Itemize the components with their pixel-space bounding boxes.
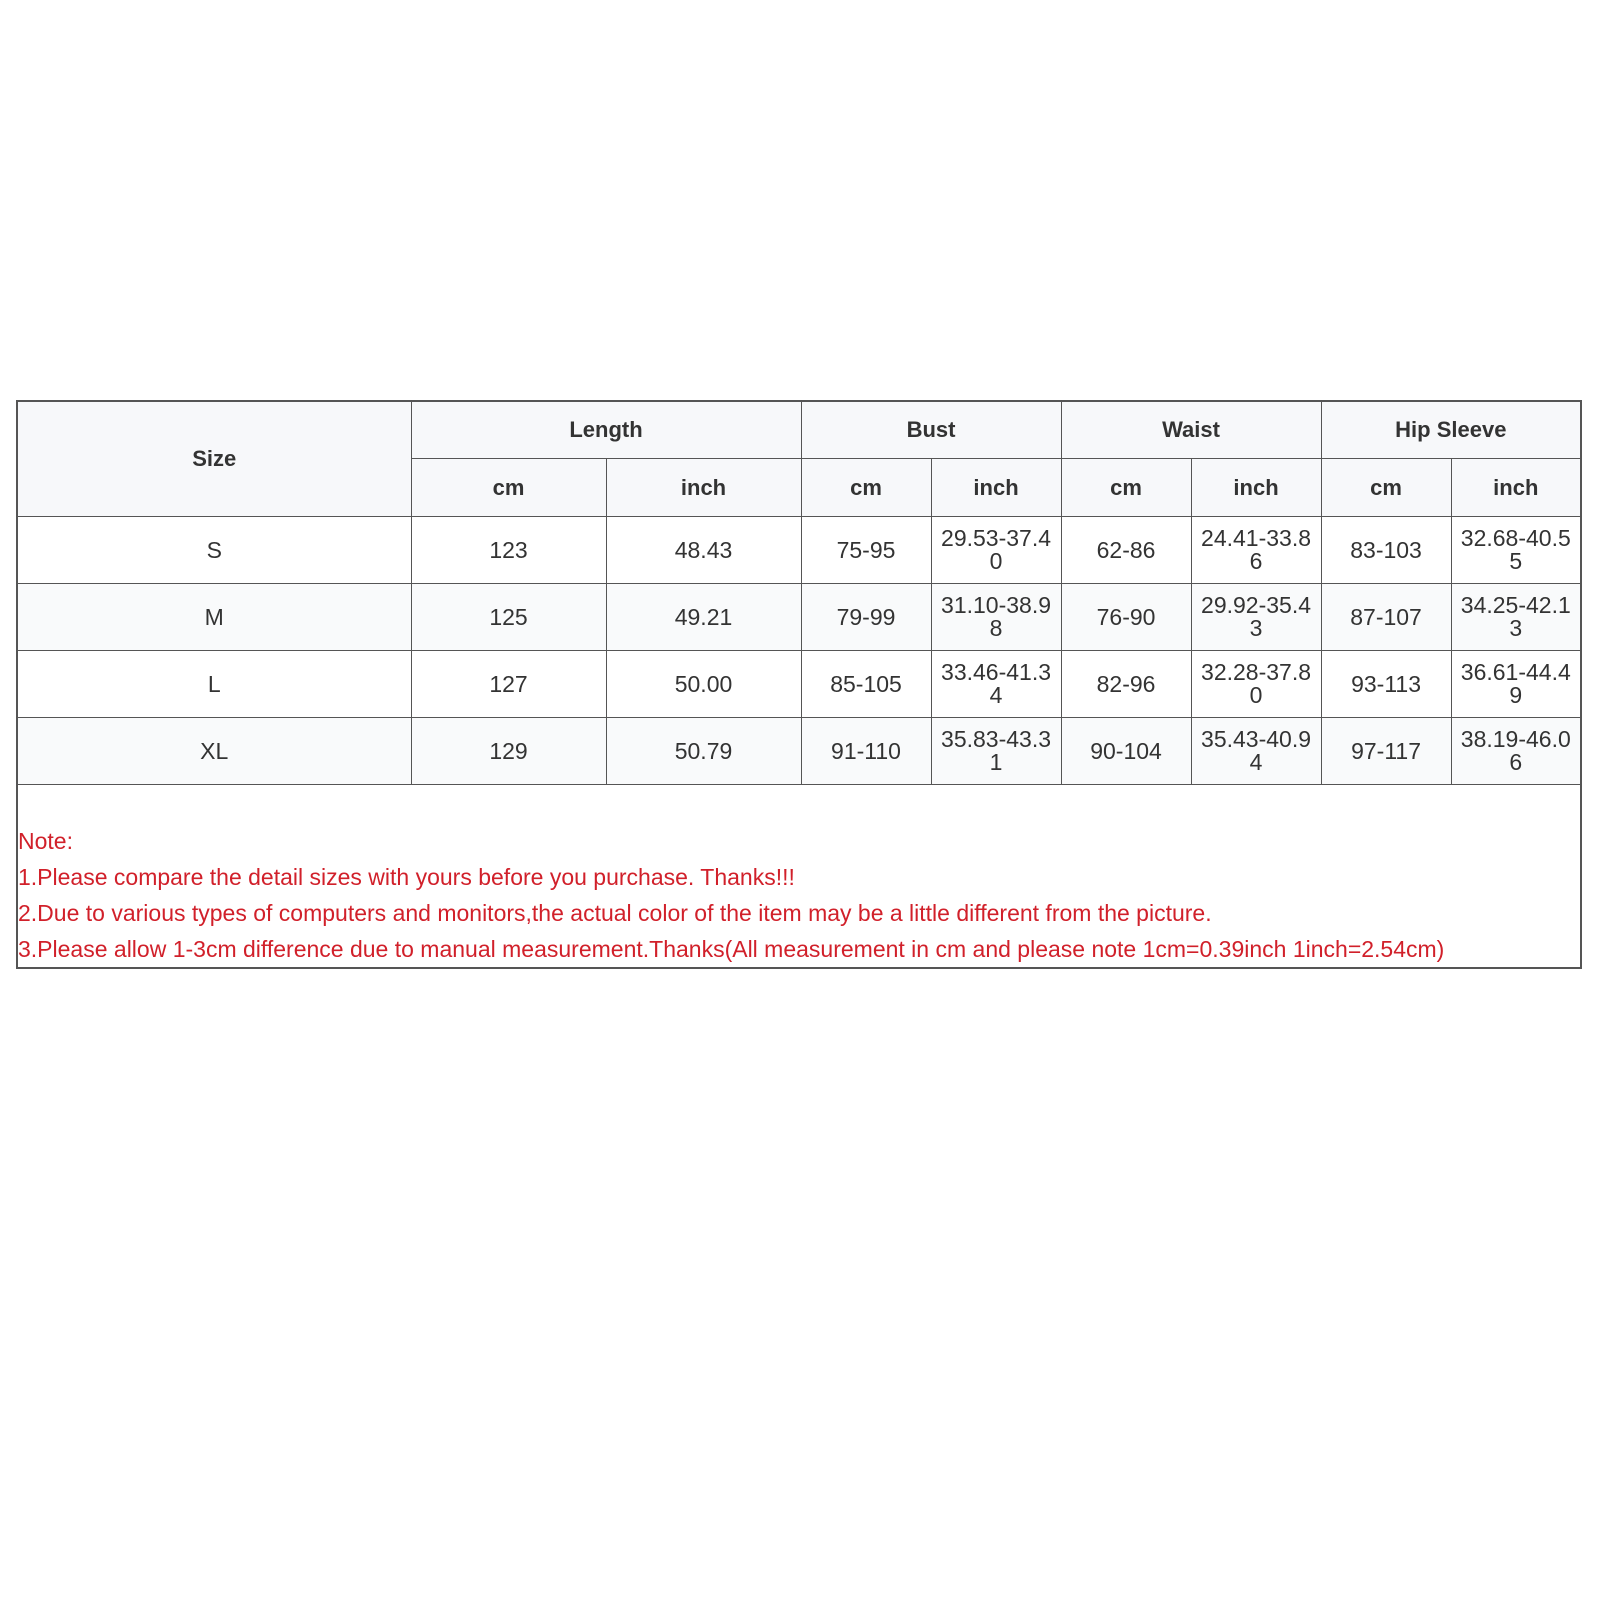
- table-cell: 29.92-35.43: [1191, 584, 1321, 651]
- unit-header: cm: [411, 459, 606, 517]
- table-cell: 34.25-42.13: [1451, 584, 1580, 651]
- table-cell: 38.19-46.06: [1451, 718, 1580, 785]
- size-header: Size: [18, 402, 411, 517]
- table-cell: 85-105: [801, 651, 931, 718]
- table-cell: 87-107: [1321, 584, 1451, 651]
- size-table: [18, 402, 1580, 785]
- table-cell: 91-110: [801, 718, 931, 785]
- unit-header: inch: [931, 459, 1061, 517]
- table-cell: 32.28-37.80: [1191, 651, 1321, 718]
- table-cell: 123: [411, 517, 606, 584]
- table-cell: 49.21: [606, 584, 801, 651]
- table-cell: 36.61-44.49: [1451, 651, 1580, 718]
- table-cell: 33.46-41.34: [931, 651, 1061, 718]
- unit-header: cm: [1321, 459, 1451, 517]
- table-cell: 83-103: [1321, 517, 1451, 584]
- note-line-1: 1.Please compare the detail sizes with yours before you purchase. Thanks!!!: [18, 864, 795, 890]
- note-line-3: 3.Please allow 1-3cm difference due to manual measurement.Thanks(All measurement in cm and please note 1cm=0.39inch 1inch=2.54cm): [18, 936, 1445, 962]
- table-cell: 129: [411, 718, 606, 785]
- table-cell: 35.43-40.94: [1191, 718, 1321, 785]
- table-cell: 125: [411, 584, 606, 651]
- size-cell: M: [18, 584, 411, 651]
- table-cell: 32.68-40.55: [1451, 517, 1580, 584]
- table-cell: 90-104: [1061, 718, 1191, 785]
- table-cell: 50.00: [606, 651, 801, 718]
- table-cell: 35.83-43.31: [931, 718, 1061, 785]
- note-line-2: 2.Due to various types of computers and monitors,the actual color of the item may be a little different from the picture.: [18, 900, 1212, 926]
- table-cell: 48.43: [606, 517, 801, 584]
- table-cell: 24.41-33.86: [1191, 517, 1321, 584]
- unit-header: cm: [801, 459, 931, 517]
- size-cell: XL: [18, 718, 411, 785]
- unit-header: inch: [1191, 459, 1321, 517]
- waist-header: Waist: [1061, 402, 1321, 459]
- note-title: Note:: [18, 828, 73, 854]
- table-row: [18, 584, 1580, 651]
- table-cell: 82-96: [1061, 651, 1191, 718]
- table-cell: 97-117: [1321, 718, 1451, 785]
- unit-header: inch: [1451, 459, 1580, 517]
- table-cell: 76-90: [1061, 584, 1191, 651]
- size-chart: [16, 400, 1582, 969]
- table-cell: 29.53-37.40: [931, 517, 1061, 584]
- size-cell: S: [18, 517, 411, 584]
- table-cell: 75-95: [801, 517, 931, 584]
- unit-header: inch: [606, 459, 801, 517]
- table-cell: 50.79: [606, 718, 801, 785]
- unit-header: cm: [1061, 459, 1191, 517]
- bust-header: Bust: [801, 402, 1061, 459]
- header-group-row: [18, 402, 1580, 459]
- table-row: [18, 517, 1580, 584]
- table-row: [18, 651, 1580, 718]
- table-cell: 62-86: [1061, 517, 1191, 584]
- size-cell: L: [18, 651, 411, 718]
- notes-section: [18, 785, 1580, 967]
- length-header: Length: [411, 402, 801, 459]
- table-cell: 127: [411, 651, 606, 718]
- table-cell: 79-99: [801, 584, 931, 651]
- hip-sleeve-header: Hip Sleeve: [1321, 402, 1580, 459]
- table-cell: 93-113: [1321, 651, 1451, 718]
- table-cell: 31.10-38.98: [931, 584, 1061, 651]
- table-row: [18, 718, 1580, 785]
